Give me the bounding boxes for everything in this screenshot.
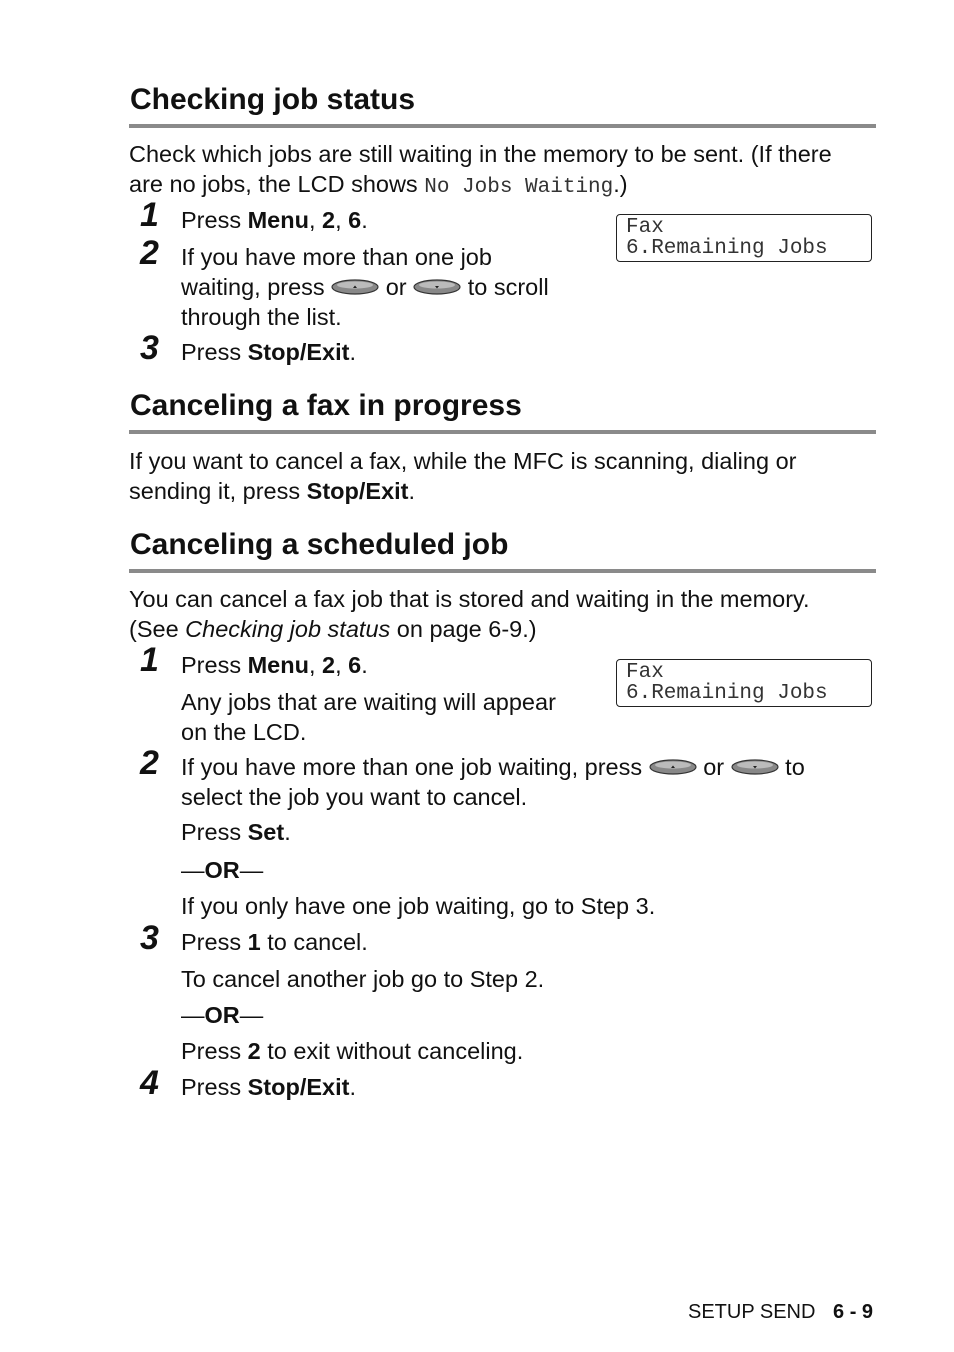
intro-paragraph [129, 139, 879, 203]
step-1-subtext: Any jobs that are waiting will appear on the LCD. [181, 689, 556, 745]
step-number: 2 [140, 234, 159, 272]
step-3-text: Press Stop/Exit. [181, 339, 356, 365]
step-2-text: If you have more than one job waiting, press or to scroll through the list. [181, 244, 549, 330]
or-separator: —OR— [181, 857, 264, 883]
step-1-text: Press Menu, 2, 6. [181, 207, 368, 233]
lcd-display [616, 214, 872, 262]
intro-line-2: are no jobs, the LCD shows [129, 171, 425, 197]
section-rule [129, 430, 876, 434]
lcd-line-2: 6.Remaining Jobs [626, 237, 828, 260]
step-number: 3 [140, 329, 159, 367]
step-4-text: Press Stop/Exit. [181, 1074, 356, 1100]
step-number: 1 [140, 196, 159, 234]
section-rule [129, 124, 876, 128]
lcd-message-text: No Jobs Waiting [424, 176, 614, 199]
section-rule [129, 569, 876, 573]
intro-line-1: Check which jobs are still waiting in the memory to be sent. (If there [129, 141, 832, 167]
step-number: 4 [140, 1064, 159, 1102]
scheduled-job-paragraph: You can cancel a fax job that is stored and waiting in the memory. (See Checking job status on page 6-9.) [129, 586, 810, 642]
footer-page-number: 6 - 9 [833, 1301, 874, 1323]
section-title-checking-job-status: Checking job status [130, 83, 416, 116]
lcd-display [616, 659, 872, 707]
page-footer [688, 1300, 873, 1324]
step-2-text: If you have more than one job waiting, press or to select the job you want to cancel. [181, 754, 805, 810]
step-number: 1 [140, 641, 159, 679]
section-title-canceling-scheduled-job: Canceling a scheduled job [130, 528, 509, 561]
up-arrow-button-icon [331, 278, 379, 296]
cross-reference: Checking job status [185, 616, 391, 642]
step-number: 3 [140, 919, 159, 957]
lcd-line-1: Fax [626, 661, 664, 684]
step-3-text: Press 1 to cancel. [181, 929, 368, 955]
or-separator: —OR— [181, 1002, 264, 1028]
alternative-step-text: Press 2 to exit without canceling. [181, 1038, 524, 1064]
step-number: 2 [140, 744, 159, 782]
lcd-line-1: Fax [626, 216, 664, 239]
section-title-canceling-fax: Canceling a fax in progress [130, 389, 522, 422]
press-set-text: Press Set. [181, 819, 291, 845]
intro-end: .) [613, 171, 628, 197]
step-1-text: Press Menu, 2, 6. [181, 652, 368, 678]
down-arrow-button-icon [413, 278, 461, 296]
canceling-fax-paragraph: If you want to cancel a fax, while the MFC is scanning, dialing or sending it, press Stop/Exit. [129, 448, 797, 504]
footer-section: SETUP SEND [688, 1301, 816, 1323]
lcd-line-2: 6.Remaining Jobs [626, 682, 828, 705]
up-arrow-button-icon [649, 758, 697, 776]
step-3-subtext: To cancel another job go to Step 2. [181, 966, 545, 992]
alternative-step-text: If you only have one job waiting, go to Step 3. [181, 893, 656, 919]
down-arrow-button-icon [731, 758, 779, 776]
